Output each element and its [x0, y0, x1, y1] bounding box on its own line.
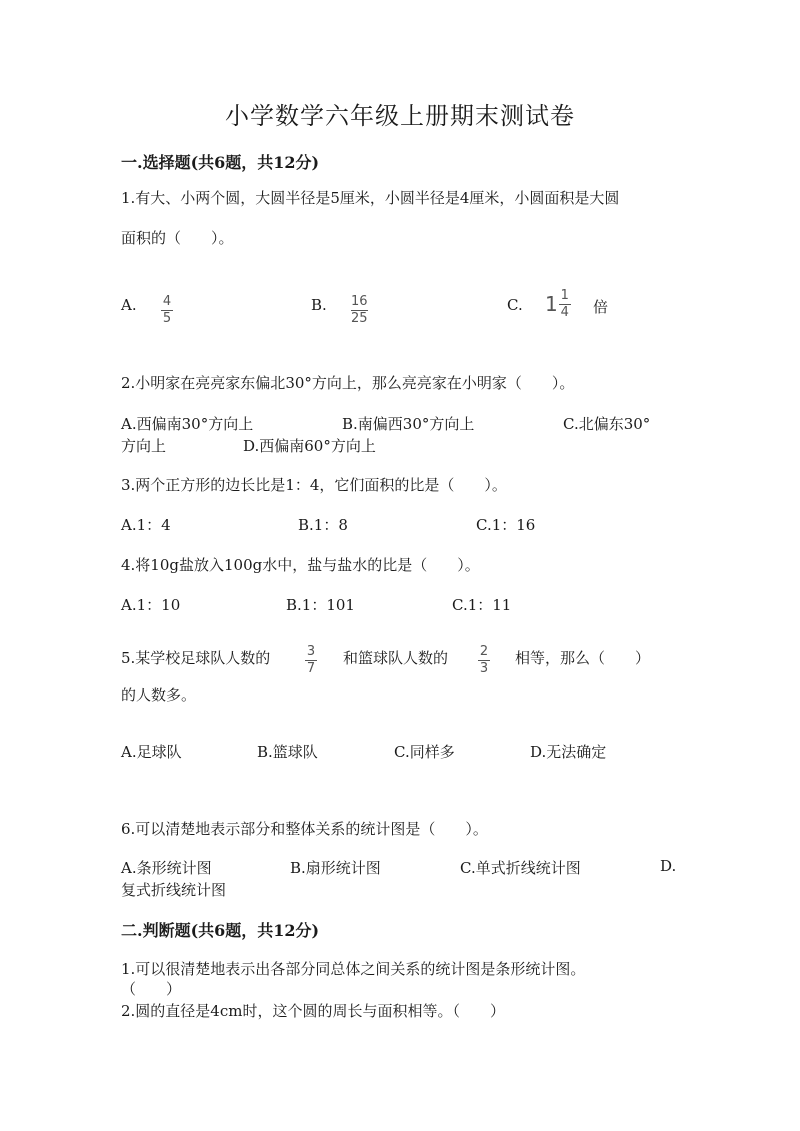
q1-option-c-numerator: 1	[560, 288, 569, 303]
q1-option-c-mixed-number	[545, 289, 571, 319]
question-5-text-part3: 相等，那么（ ）	[515, 649, 651, 667]
q5-fraction-1-denominator: 7	[306, 660, 316, 676]
q2-option-a: A.西偏南30°方向上	[121, 415, 254, 433]
q1-option-a-label: A.	[121, 296, 137, 314]
q1-option-c-whole: 1	[545, 292, 558, 317]
q6-option-d: D.	[660, 857, 677, 875]
q3-option-c: C.1：16	[476, 516, 536, 534]
q2-option-c-cont: 方向上	[121, 437, 167, 455]
q5-option-b: B.篮球队	[257, 743, 318, 761]
q5-fraction-2-denominator: 3	[479, 660, 489, 676]
q6-option-c: C.单式折线统计图	[460, 859, 581, 877]
q4-option-b: B.1：101	[286, 596, 355, 614]
judgement-1-text: 1.可以很清楚地表示出各部分同总体之间关系的统计图是条形统计图。	[121, 960, 586, 978]
question-1-text-cont: 面积的（ ）。	[121, 229, 234, 247]
q6-option-d-cont: 复式折线统计图	[121, 881, 227, 899]
q5-option-c: C.同样多	[394, 743, 455, 761]
q1-option-b-denominator: 25	[351, 310, 368, 326]
judgement-1-paren: （ ）	[121, 980, 182, 998]
question-4-text: 4.将10g盐放入100g水中，盐与盐水的比是（ ）。	[121, 556, 480, 574]
question-2-text: 2.小明家在亮亮家东偏北30°方向上，那么亮亮家在小明家（ ）。	[121, 374, 575, 392]
q5-fraction-1-numerator: 3	[306, 644, 316, 659]
question-5-text-part2: 和篮球队人数的	[343, 649, 449, 667]
question-1-text: 1.有大、小两个圆，大圆半径是5厘米，小圆半径是4厘米，小圆面积是大圆	[121, 189, 620, 207]
q1-option-a-denominator: 5	[162, 310, 172, 326]
q2-option-c: C.北偏东30°	[563, 415, 651, 433]
q1-option-a-fraction	[161, 290, 173, 325]
q2-option-b: B.南偏西30°方向上	[342, 415, 475, 433]
q5-option-d: D.无法确定	[530, 743, 607, 761]
page-title: 小学数学六年级上册期末测试卷	[225, 102, 575, 130]
q5-fraction-1	[305, 640, 317, 675]
q1-option-c-suffix: 倍	[593, 298, 609, 316]
judgement-2-text: 2.圆的直径是4cm时，这个圆的周长与面积相等。（ ）	[121, 1002, 505, 1020]
q5-fraction-2	[478, 640, 490, 675]
question-5-text-cont: 的人数多。	[121, 686, 197, 704]
q4-option-c: C.1：11	[452, 596, 512, 614]
question-3-text: 3.两个正方形的边长比是1：4，它们面积的比是（ ）。	[121, 476, 507, 494]
question-5-text-part1: 5.某学校足球队人数的	[121, 649, 271, 667]
question-6-text: 6.可以清楚地表示部分和整体关系的统计图是（ ）。	[121, 820, 488, 838]
q2-option-d: D.西偏南60°方向上	[243, 437, 376, 455]
q1-option-a-numerator: 4	[162, 294, 172, 309]
q5-option-a: A.足球队	[121, 743, 182, 761]
section-heading-judgement: 二.判断题(共6题，共12分)	[121, 921, 320, 940]
q6-option-a: A.条形统计图	[121, 859, 212, 877]
q1-option-b-label: B.	[311, 296, 327, 314]
q3-option-b: B.1：8	[298, 516, 348, 534]
q1-option-b-fraction	[351, 290, 368, 325]
q5-fraction-2-numerator: 2	[479, 644, 489, 659]
q6-option-b: B.扇形统计图	[290, 859, 381, 877]
q1-option-b-numerator: 16	[351, 294, 368, 309]
q3-option-a: A.1：4	[121, 516, 171, 534]
q1-option-c-label: C.	[507, 296, 523, 314]
section-heading-choice: 一.选择题(共6题，共12分)	[121, 153, 320, 172]
q1-option-c-denominator: 4	[560, 304, 569, 320]
q4-option-a: A.1：10	[121, 596, 181, 614]
